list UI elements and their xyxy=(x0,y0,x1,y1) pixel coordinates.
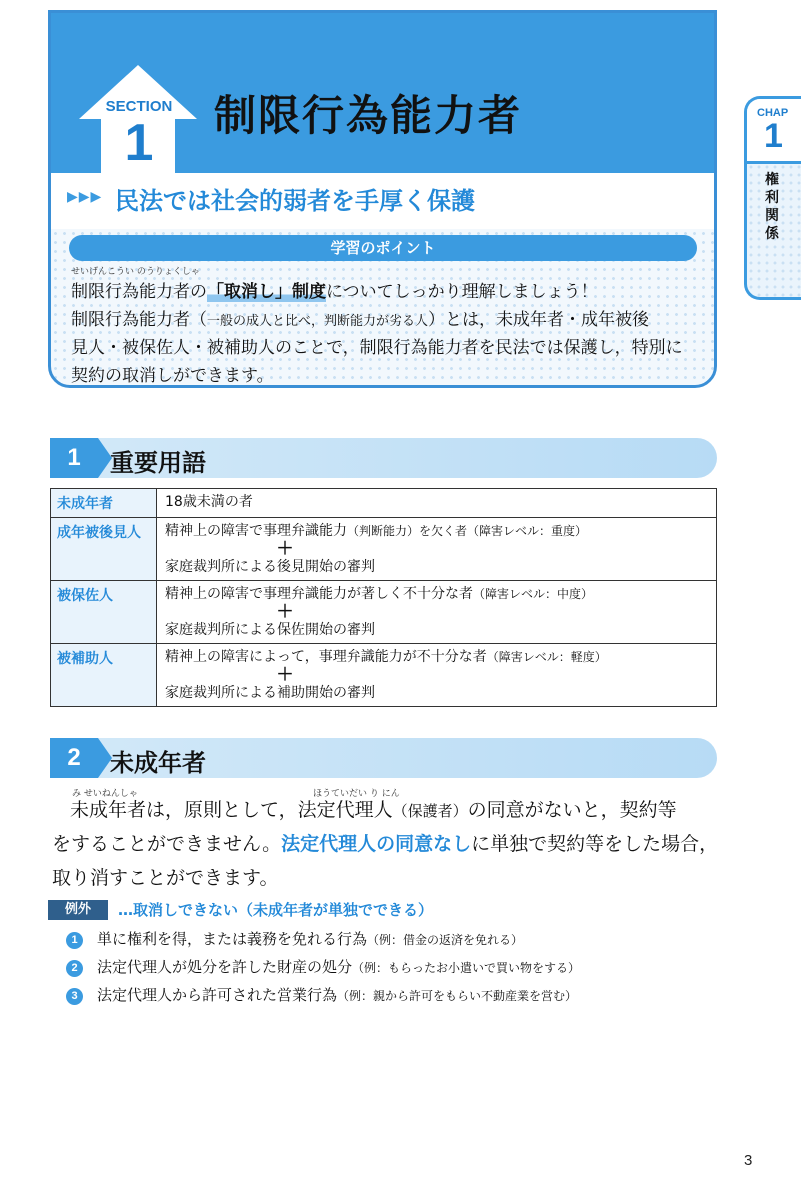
number-badge-icon: 1 xyxy=(66,932,83,949)
section-title: 重要用語 xyxy=(110,449,206,477)
body-paragraph-line-2 xyxy=(52,829,718,856)
highlighted-term: 「取消し」制度 xyxy=(207,282,326,302)
point-line-3: 見人・被保佐人・被補助人のことで，制限行為能力者を民法では保護し，特別に xyxy=(71,338,683,358)
page-number: 3 xyxy=(744,1152,753,1169)
table-row xyxy=(51,644,717,707)
definition-text: 精神上の障害で事理弁識能力が著しく不十分な者 xyxy=(165,586,473,602)
point-text: 制限行為能力者の xyxy=(71,282,207,302)
body-text: の同意がないと，契約等 xyxy=(467,799,677,821)
exception-text: 法定代理人が処分を許した財産の処分 xyxy=(97,958,353,976)
definition-note: （障害レベル：中度） xyxy=(473,587,594,601)
subtitle: 民法では社会的弱者を手厚く保護 xyxy=(115,187,475,215)
terms-table xyxy=(50,488,717,707)
definition-text: を欠く者（障害レベル：重度） xyxy=(419,524,588,538)
exception-badge: 例外 xyxy=(48,900,108,920)
definition-text: 家庭裁判所による保佐開始の審判 xyxy=(165,622,375,638)
triple-arrow-icon: ▶▶▶ xyxy=(67,189,103,205)
table-row xyxy=(51,581,717,644)
page-title: 制限行為能力者 xyxy=(214,91,523,140)
definition-cell xyxy=(157,518,717,581)
point-text: についてしっかり理解しましょう！ xyxy=(326,282,598,302)
definition-text: 家庭裁判所による補助開始の審判 xyxy=(165,685,375,701)
chapter-title: 権利関係 xyxy=(765,172,779,242)
exception-heading: …取消しできない（未成年者が単独でできる） xyxy=(118,901,434,919)
body-text: に単独で契約等をした場合， xyxy=(471,833,719,855)
table-row xyxy=(51,489,717,518)
definition-note: （判断能力） xyxy=(347,524,420,538)
exception-item xyxy=(66,928,523,949)
exception-note: （例：借金の返済を免れる） xyxy=(367,933,524,947)
point-note: 一般の成人と比べ，判断能力が劣る人 xyxy=(207,314,429,329)
definition-text: 精神上の障害によって，事理弁識能力が不十分な者 xyxy=(165,649,487,665)
body-paragraph-line-1 xyxy=(70,795,677,822)
chapter-divider xyxy=(747,161,801,164)
exception-text: 単に権利を得，または義務を免れる行為 xyxy=(97,930,368,948)
term-cell: 成年被後見人 xyxy=(51,518,157,581)
point-text: 制限行為能力者（ xyxy=(71,310,207,330)
term-cell: 被補助人 xyxy=(51,644,157,707)
number-badge-icon: 2 xyxy=(66,960,83,977)
ruby-annotation: ほうていだい り にん xyxy=(313,789,400,799)
exception-item xyxy=(66,984,577,1005)
section-badge: 2 xyxy=(50,738,98,778)
learning-point-label: 学習のポイント xyxy=(69,235,697,261)
plus-sign: ＋ xyxy=(276,665,294,685)
subtitle-row xyxy=(51,173,714,229)
body-note: （保護者） xyxy=(392,802,468,820)
point-line-2 xyxy=(71,305,649,330)
section-number: 1 xyxy=(124,114,154,172)
chapter-label: CHAP xyxy=(757,107,789,119)
definition-cell xyxy=(157,644,717,707)
exception-text: 法定代理人から許可された営業行為 xyxy=(97,986,338,1004)
plus-sign: ＋ xyxy=(276,539,294,559)
section-label: SECTION xyxy=(105,98,173,115)
term-cell: 未成年者 xyxy=(51,489,157,518)
point-line-1 xyxy=(71,277,598,302)
ruby-annotation: み せいねんしゃ xyxy=(72,789,138,799)
exception-item xyxy=(66,956,580,977)
section-heading-2 xyxy=(50,738,717,778)
highlighted-phrase: 法定代理人の同意なし xyxy=(281,833,472,855)
section-heading-1 xyxy=(50,438,717,478)
point-text: ）とは，未成年者・成年被後 xyxy=(428,310,650,330)
body-text: 未成年者は，原則として，法定代理人 xyxy=(70,799,393,821)
section-badge: 1 xyxy=(50,438,98,478)
point-line-4: 契約の取消しができます。 xyxy=(71,366,274,386)
definition-cell xyxy=(157,581,717,644)
plus-sign: ＋ xyxy=(276,602,294,622)
definition-text: 18歳未満の者 xyxy=(165,494,253,510)
term-cell: 被保佐人 xyxy=(51,581,157,644)
table-row xyxy=(51,518,717,581)
ruby-annotation: せいげんこうい のうりょくしゃ xyxy=(71,267,200,277)
exception-note: （例：もらったお小遣いで買い物をする） xyxy=(352,961,581,975)
definition-cell xyxy=(157,489,717,518)
exception-note: （例：親から許可をもらい不動産業を営む） xyxy=(337,989,578,1003)
body-paragraph-line-3: 取り消すことができます。 xyxy=(52,867,279,889)
number-badge-icon: 3 xyxy=(66,988,83,1005)
body-text: をすることができません。 xyxy=(52,833,282,855)
chapter-tab[interactable] xyxy=(744,96,801,300)
definition-note: （障害レベル：軽度） xyxy=(486,650,607,664)
definition-text: 家庭裁判所による後見開始の審判 xyxy=(165,559,375,575)
chapter-number: 1 xyxy=(764,117,783,155)
section-header-box xyxy=(48,10,717,388)
definition-text: 精神上の障害で事理弁識能力 xyxy=(165,523,347,539)
section-title: 未成年者 xyxy=(110,749,206,777)
